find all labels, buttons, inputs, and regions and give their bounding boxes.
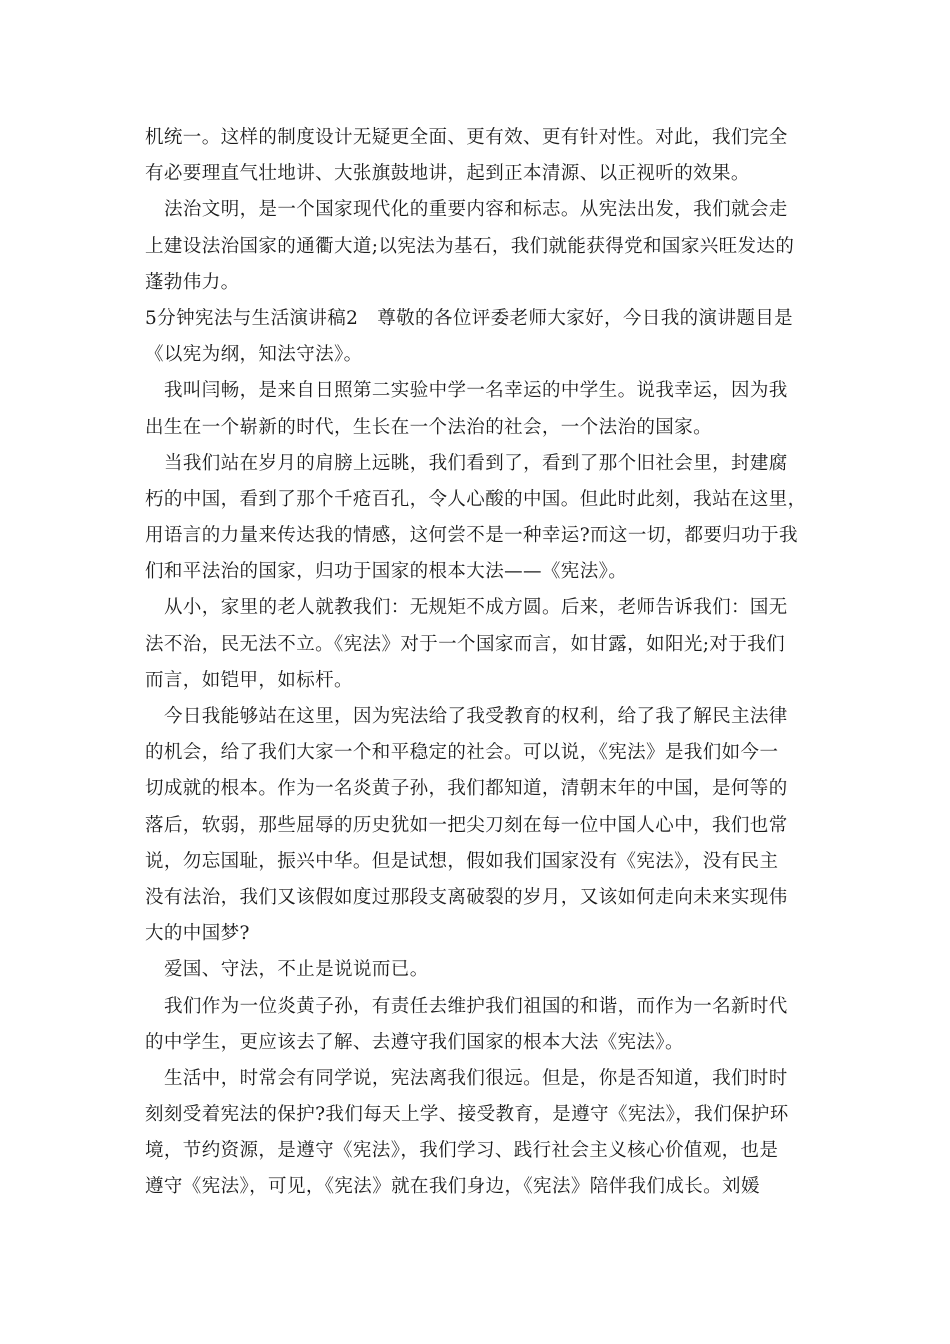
text-line: 《以宪为纲，知法守法》。 <box>145 344 363 366</box>
text-line: 刻刻受着宪法的保护?我们每天上学、接受教育，是遵守《宪法》，我们保护环 <box>145 1104 789 1126</box>
text-line: 蓬勃伟力。 <box>145 271 240 293</box>
text-line: 我叫闫畅，是来自日照第二实验中学一名幸运的中学生。说我幸运，因为我 <box>164 380 788 402</box>
text-line: 境，节约资源，是遵守《宪法》，我们学习、践行社会主义核心价值观，也是 <box>145 1140 779 1162</box>
text-line: 生活中，时常会有同学说，宪法离我们很远。但是，你是否知道，我们时时 <box>164 1067 788 1089</box>
text-line: 遵守《宪法》，可见，《宪法》就在我们身边，《宪法》陪伴我们成长。刘媛 <box>145 1176 760 1198</box>
text-line: 的中学生，更应该去了解、去遵守我们国家的根本大法《宪法》。 <box>145 1031 684 1053</box>
text-line: 法治文明，是一个国家现代化的重要内容和标志。从宪法出发，我们就会走 <box>164 199 788 221</box>
text-line: 切成就的根本。作为一名炎黄子孙，我们都知道，清朝末年的中国，是何等的 <box>145 778 788 800</box>
text-line: 机统一。这样的制度设计无疑更全面、更有效、更有针对性。对此，我们完全 <box>145 127 788 148</box>
text-line: 当我们站在岁月的肩膀上远眺，我们看到了，看到了那个旧社会里，封建腐 <box>164 452 788 474</box>
text-line: 落后，软弱，那些屈辱的历史犹如一把尖刀刻在每一位中国人心中，我们也常 <box>145 814 788 836</box>
text-line: 的机会，给了我们大家一个和平稳定的社会。可以说，《宪法》是我们如今一 <box>145 742 779 764</box>
text-line: 出生在一个崭新的时代，生长在一个法治的社会，一个法治的国家。 <box>145 416 713 438</box>
text-line: 没有法治，我们又该假如度过那段支离破裂的岁月，又该如何走向未来实现伟 <box>145 886 788 908</box>
text-line: 爱国、守法，不止是说说而已。 <box>164 959 429 981</box>
text-line: 说，勿忘国耻，振兴中华。但是试想，假如我们国家没有《宪法》，没有民主 <box>145 850 779 872</box>
document-body <box>145 120 810 1206</box>
text-line: 我们作为一位炎黄子孙，有责任去维护我们祖国的和谐，而作为一名新时代 <box>164 995 788 1017</box>
text-line: 用语言的力量来传达我的情感，这何尝不是一种幸运?而这一切，都要归功于我 <box>145 525 798 547</box>
text-line: 5分钟宪法与生活演讲稿2 尊敬的各位评委老师大家好，今日我的演讲题目是 <box>145 307 794 329</box>
text-line: 上建设法治国家的通衢大道;以宪法为基石，我们就能获得党和国家兴旺发达的 <box>145 235 795 257</box>
text-line: 们和平法治的国家，归功于国家的根本大法——《宪法》。 <box>145 561 628 583</box>
text-line: 今日我能够站在这里，因为宪法给了我受教育的权利，给了我了解民主法律 <box>164 706 788 727</box>
text-line: 从小，家里的老人就教我们：无规矩不成方圆。后来，老师告诉我们：国无 <box>164 597 788 619</box>
text-line: 朽的中国，看到了那个千疮百孔，令人心酸的中国。但此时此刻，我站在这里， <box>145 488 807 510</box>
text-line: 法不治，民无法不立。《宪法》对于一个国家而言，如甘露，如阳光;对于我们 <box>145 633 785 655</box>
text-line: 大的中国梦? <box>145 923 250 945</box>
text-line: 有必要理直气壮地讲、大张旗鼓地讲，起到正本清源、以正视听的效果。 <box>145 163 750 185</box>
text-line: 而言，如铠甲，如标杆。 <box>145 669 353 691</box>
